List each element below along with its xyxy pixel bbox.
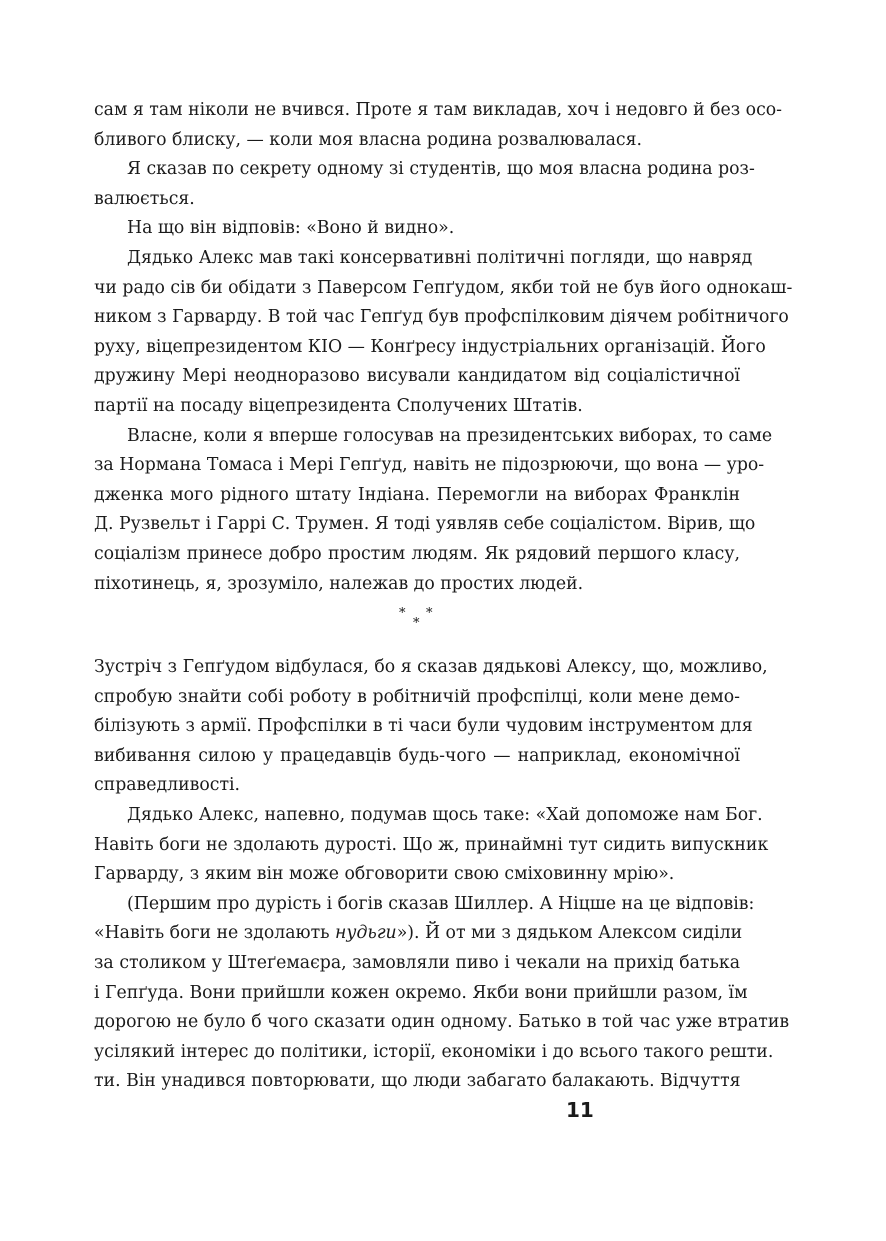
page-number: 11 bbox=[566, 1098, 594, 1122]
text-run: «Навіть боги не здолають bbox=[94, 923, 336, 944]
divider-asterisk: * bbox=[413, 616, 420, 632]
text-line: білізують з армії. Профспілки в ті часи були чудовим інструментом для bbox=[94, 716, 753, 737]
text-section-after-divider bbox=[94, 653, 790, 1097]
text-line: валюється. bbox=[94, 188, 195, 209]
text-line: усілякий інтерес до політики, історії, економіки і до всього такого решти. bbox=[94, 1041, 774, 1062]
text-line: спробую знайти собі роботу в робітничій профспілці, коли мене демо- bbox=[94, 686, 740, 707]
section-divider bbox=[94, 599, 740, 653]
text-line: піхотинець, я, зрозуміло, належав до простих людей. bbox=[94, 573, 584, 594]
text-line bbox=[94, 919, 743, 949]
text-line: за столиком у Штеґемаєра, замовляли пиво і чекали на прихід батька bbox=[94, 953, 740, 974]
text-line: бливого блиску, — коли моя власна родина розвалювалася. bbox=[94, 129, 643, 150]
text-line: партії на посаду віцепрезидента Сполучених Штатів. bbox=[94, 395, 583, 416]
text-run: »). Й от ми з дядьком Алексом сиділи bbox=[396, 923, 743, 944]
text-line: На що він відповів: «Воно й видно». bbox=[127, 218, 455, 239]
text-line: справедливості. bbox=[94, 775, 241, 796]
divider-asterisk: * bbox=[426, 606, 433, 622]
italic-word: нудьги bbox=[335, 923, 397, 944]
text-line: Зустріч з Гепґудом відбулася, бо я сказав дядькові Алексу, що, можливо, bbox=[94, 657, 768, 678]
body-text bbox=[94, 96, 793, 1097]
text-line: і Гепґуда. Вони прийшли кожен окремо. Якби вони прийшли разом, їм bbox=[94, 982, 748, 1003]
divider-asterisk: * bbox=[399, 606, 406, 622]
text-line: Я сказав по секрету одному зі студентів, що моя власна родина роз- bbox=[127, 159, 755, 180]
text-line: дорогою не було б чого сказати один одному. Батько в той час уже втратив bbox=[94, 1012, 790, 1033]
text-line: чи радо сів би обідати з Паверсом Гепґудом, якби той не був його однокаш- bbox=[94, 277, 793, 298]
text-line: (Першим про дурість і богів сказав Шиллер. А Ніцше на це відповів: bbox=[127, 893, 755, 914]
text-section-before-divider bbox=[94, 96, 793, 599]
text-line: дженка мого рідного штату Індіана. Перемогли на виборах Франклін bbox=[94, 484, 740, 505]
text-line: Дядько Алекс, напевно, подумав щось таке: «Хай допоможе нам Бог. bbox=[127, 805, 763, 826]
text-line: руху, віцепрезидентом КІО — Конґресу індустріальних організацій. Його bbox=[94, 336, 766, 357]
text-line: сам я там ніколи не вчився. Проте я там викладав, хоч і недовго й без осо- bbox=[94, 100, 783, 120]
text-line: Дядько Алекс мав такі консервативні політичні погляди, що навряд bbox=[127, 247, 753, 268]
text-line: Навіть боги не здолають дурості. Що ж, принаймні тут сидить випускник bbox=[94, 834, 769, 855]
text-line: ником з Гарварду. В той час Гепґуд був профспілковим діячем робітничого bbox=[94, 307, 789, 328]
text-line: дружину Мері неодноразово висували кандидатом від соціалістичної bbox=[94, 366, 740, 387]
text-line: ти. Він унадився повторювати, що люди забагато балакають. Відчуття bbox=[94, 1071, 741, 1092]
text-line: вибивання силою у працедавців будь-чого — наприклад, економічної bbox=[94, 745, 740, 766]
text-line: Гарварду, з яким він може обговорити свою сміховинну мрію». bbox=[94, 864, 675, 885]
text-line: за Нормана Томаса і Мері Гепґуд, навіть не підозрюючи, що вона — уро- bbox=[94, 455, 765, 476]
text-line: Д. Рузвельт і Гаррі С. Трумен. Я тоді уявляв себе соціалістом. Вірив, що bbox=[94, 514, 756, 535]
text-line: соціалізм принесе добро простим людям. Як рядовий першого класу, bbox=[94, 543, 740, 564]
text-line: Власне, коли я вперше голосував на президентських виборах, то саме bbox=[127, 425, 773, 446]
